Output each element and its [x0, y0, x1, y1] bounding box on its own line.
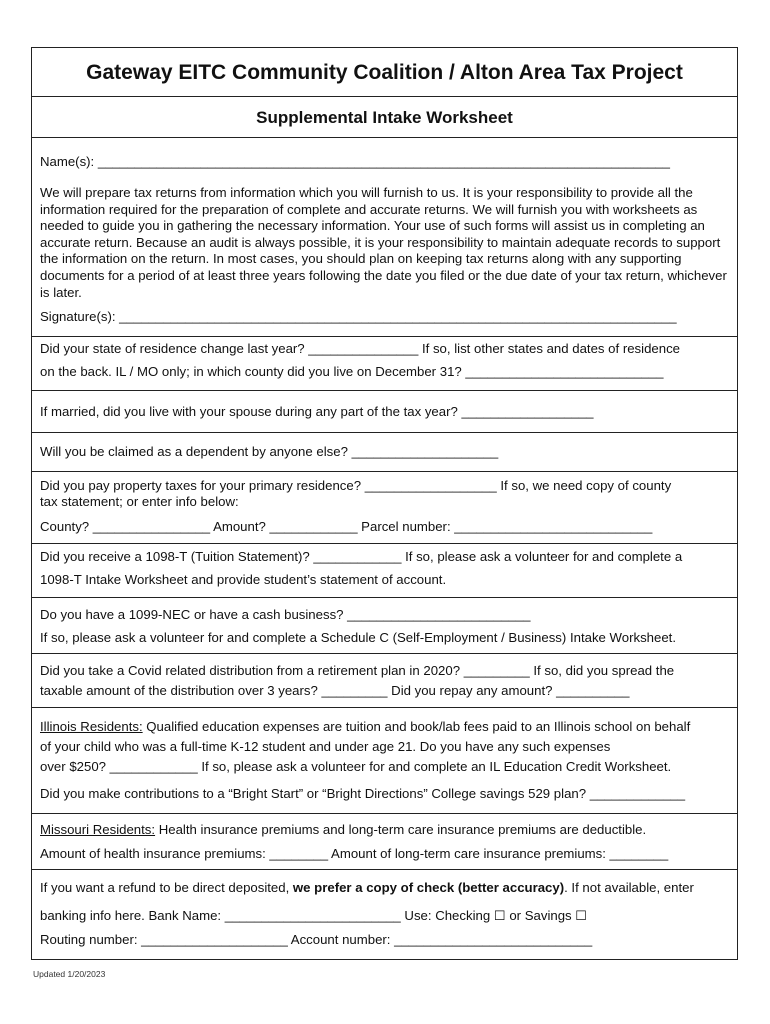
form-subtitle: Supplemental Intake Worksheet [256, 108, 513, 127]
missouri-intro-text: Health insurance premiums and long-term care insurance premiums are deductible. [155, 822, 647, 837]
form-title: Gateway EITC Community Coalition / Alton Area Tax Project [86, 61, 683, 84]
missouri-premium-fields[interactable]: Amount of health insurance premiums: ________ Amount of long-term care insurance premiums: ________ [40, 846, 669, 861]
covid-section [32, 654, 737, 708]
responsibility-section [32, 138, 737, 337]
updated-date: Updated 1/20/2023 [33, 969, 106, 979]
property-section [32, 472, 737, 544]
direct-deposit-text: If you want a refund to be direct deposited, [40, 880, 293, 895]
direct-deposit-text-end: . If not available, enter [564, 880, 694, 895]
subtitle-section [32, 97, 737, 138]
direct-deposit-emphasis: we prefer a copy of check (better accuracy) [292, 880, 565, 895]
residence-county-question[interactable]: on the back. IL / MO only; in which county did you live on December 31? ___________________________ [40, 364, 664, 379]
covid-spread-question[interactable]: taxable amount of the distribution over 3 years? _________ Did you repay any amount? __________ [40, 683, 630, 698]
college-savings-question[interactable]: Did you make contributions to a “Bright Start” or “Bright Directions” College savings 529 plan? _____________ [40, 786, 686, 801]
tuition-section [32, 544, 737, 598]
missouri-section [32, 814, 737, 870]
tuition-note: 1098-T Intake Worksheet and provide student’s statement of account. [40, 572, 447, 587]
illinois-expenses-question: of your child who was a full-time K-12 student and under age 21. Do you have any such expenses [40, 739, 611, 754]
property-tax-note: tax statement; or enter info below: [40, 494, 239, 509]
property-tax-question[interactable]: Did you pay property taxes for your primary residence? __________________ If so, we need copy of county [40, 478, 672, 493]
dependent-question[interactable]: Will you be claimed as a dependent by anyone else? ____________________ [40, 444, 499, 459]
direct-deposit-section [32, 870, 737, 961]
title-section [32, 48, 737, 97]
routing-account-fields[interactable]: Routing number: ____________________ Account number: ___________________________ [40, 932, 593, 947]
illinois-intro-text: Qualified education expenses are tuition and book/lab fees paid to an Illinois school on behalf [142, 719, 691, 734]
illinois-label: Illinois Residents: [40, 719, 143, 734]
tuition-question[interactable]: Did you receive a 1098-T (Tuition Statement)? ____________ If so, please ask a volunteer for and complete a [40, 549, 683, 564]
business-note: If so, please ask a volunteer for and complete a Schedule C (Self-Employment / Business) Intake Worksheet. [40, 630, 677, 645]
dependent-section [32, 433, 737, 472]
illinois-amount-question[interactable]: over $250? ____________ If so, please ask a volunteer for and complete an IL Education Credit Worksheet. [40, 759, 672, 774]
missouri-intro [40, 822, 646, 838]
married-question[interactable]: If married, did you live with your spouse during any part of the tax year? __________________ [40, 404, 594, 419]
bank-name-field[interactable]: banking info here. Bank Name: ________________________ Use: Checking ☐ or Savings ☐ [40, 908, 588, 923]
residence-section [32, 337, 737, 391]
direct-deposit-intro [40, 880, 694, 896]
business-section [32, 598, 737, 654]
covid-distribution-question[interactable]: Did you take a Covid related distribution from a retirement plan in 2020? _________ If so, did you spread the [40, 663, 675, 678]
property-details-fields[interactable]: County? ________________ Amount? ____________ Parcel number: ___________________________ [40, 519, 653, 534]
intake-form [31, 47, 738, 960]
business-question[interactable]: Do you have a 1099-NEC or have a cash business? _________________________ [40, 607, 531, 622]
disclaimer-text: We will prepare tax returns from information which you will furnish to us. It is your responsibility to provide all the information required for the preparation of complete and accurate returns. We will furnish you with worksheets as needed to guide you in gathering the necessary information. Your use of such forms will assist us in completing an accurate return. Because an audit is always possible, it is your responsibility to maintain adequate records to support the information on the return. In most cases, you should plan on keeping tax returns along with any supporting documents for a period of at least three years following the date you filed or the due date of your tax return, whichever is later. [40, 185, 727, 300]
illinois-intro [40, 719, 690, 735]
illinois-section [32, 708, 737, 814]
missouri-label: Missouri Residents: [40, 822, 156, 837]
names-field[interactable]: Name(s): ______________________________________________________________________________ [40, 154, 670, 169]
married-section [32, 391, 737, 433]
residence-change-question[interactable]: Did your state of residence change last year? _______________ If so, list other states and dates of residence [40, 341, 681, 356]
signature-field[interactable]: Signature(s): ____________________________________________________________________________ [40, 309, 677, 324]
